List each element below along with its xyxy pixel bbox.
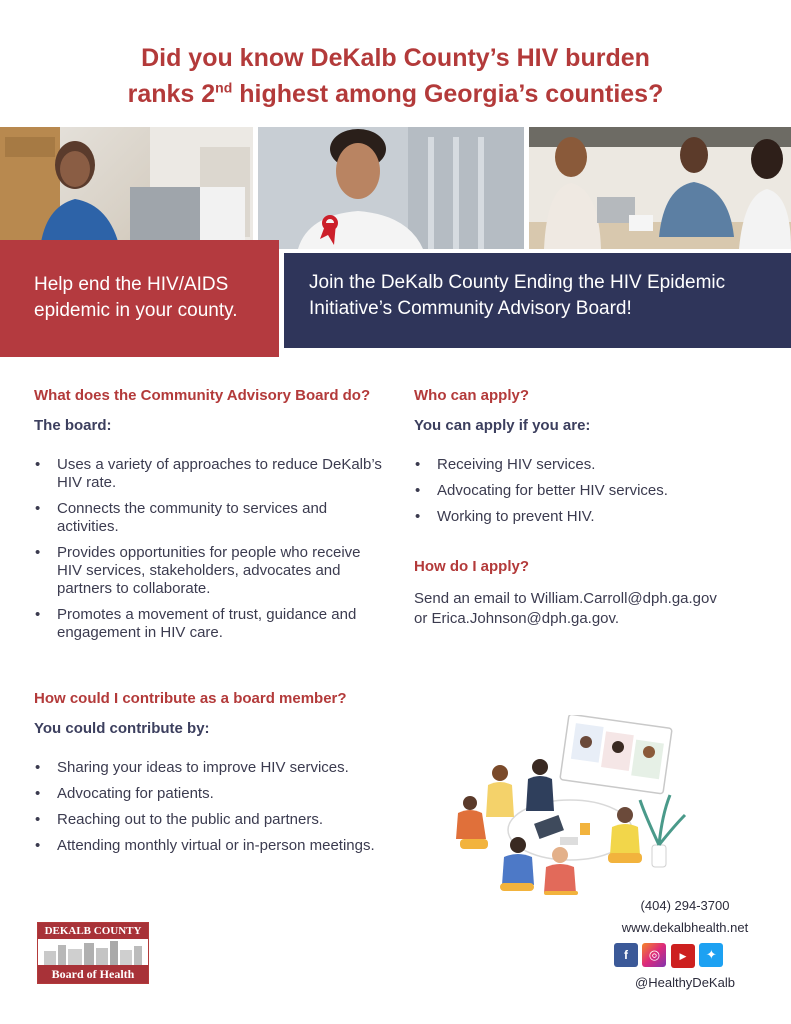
facebook-icon[interactable]: f: [614, 943, 638, 967]
meeting-illustration: [440, 715, 695, 895]
list-item: • Receiving HIV services.: [414, 456, 774, 474]
logo-top-text: DEKALB COUNTY: [38, 923, 148, 939]
contribute-list: [34, 759, 394, 863]
headline-line-2-start: ranks 2: [127, 80, 216, 108]
section-subtitle-board: The board:: [34, 417, 112, 434]
headline-ordinal-suffix: nd: [215, 79, 233, 96]
logo-skyline-icon: [38, 939, 148, 965]
apply-instructions: [414, 589, 784, 629]
apply-list: [414, 456, 774, 534]
banner-help-end-hiv: [0, 240, 279, 357]
banner-left-line-1: Help end the HIV/AIDS: [34, 274, 229, 295]
headline-line-2-end: highest among Georgia’s counties?: [232, 80, 664, 108]
list-item: • Advocating for better HIV services.: [414, 482, 774, 500]
photo-woman-at-laptop: [0, 127, 253, 249]
list-item: • Promotes a movement of trust, guidance and engagement in HIV care.: [34, 606, 384, 642]
headline: [0, 40, 791, 112]
board-list: [34, 456, 384, 650]
section-title-board-role: What does the Community Advisory Board do?: [34, 387, 371, 404]
headline-line-2: [0, 76, 791, 112]
list-item: • Connects the community to services and activities.: [34, 500, 384, 536]
instagram-icon[interactable]: ◎: [642, 943, 666, 967]
list-item: • Provides opportunities for people who receive HIV services, stakeholders, advocates and partners to collaborate.: [34, 544, 384, 598]
banner-join-advisory-board: [284, 253, 791, 348]
section-title-contribute: How could I contribute as a board member?: [34, 690, 347, 707]
contact-handle[interactable]: @HealthyDeKalb: [635, 975, 735, 990]
list-item: • Reaching out to the public and partners.: [34, 811, 394, 829]
list-item: • Sharing your ideas to improve HIV services.: [34, 759, 394, 777]
photo-team-meeting: [529, 127, 791, 249]
twitter-icon[interactable]: ✦: [699, 943, 723, 967]
list-item: • Advocating for patients.: [34, 785, 394, 803]
banner-left-line-2: epidemic in your county.: [34, 300, 238, 321]
dekalb-board-of-health-logo: [37, 922, 149, 984]
apply-email-line-2: or Erica.Johnson@dph.ga.gov.: [414, 610, 620, 627]
apply-email-line-1: Send an email to William.Carroll@dph.ga.gov: [414, 590, 717, 607]
social-icons: [614, 943, 734, 969]
headline-line-1: Did you know DeKalb County’s HIV burden: [141, 44, 650, 72]
list-item: • Uses a variety of approaches to reduce DeKalb’s HIV rate.: [34, 456, 384, 492]
youtube-icon[interactable]: ▶: [671, 944, 695, 968]
list-item: • Working to prevent HIV.: [414, 508, 774, 526]
logo-bottom-text: Board of Health: [38, 965, 148, 983]
banner-right-line-2: Initiative’s Community Advisory Board!: [309, 298, 632, 319]
photo-man-with-red-ribbon: [258, 127, 524, 249]
section-title-how-to-apply: How do I apply?: [414, 558, 529, 575]
contact-phone: (404) 294-3700: [640, 898, 730, 913]
banner-right-line-1: Join the DeKalb County Ending the HIV Epidemic: [309, 272, 726, 293]
section-subtitle-contribute: You could contribute by:: [34, 720, 210, 737]
section-title-who-can-apply: Who can apply?: [414, 387, 530, 404]
section-subtitle-apply: You can apply if you are:: [414, 417, 591, 434]
list-item: • Attending monthly virtual or in-person meetings.: [34, 837, 394, 855]
contact-website[interactable]: www.dekalbhealth.net: [621, 920, 749, 935]
